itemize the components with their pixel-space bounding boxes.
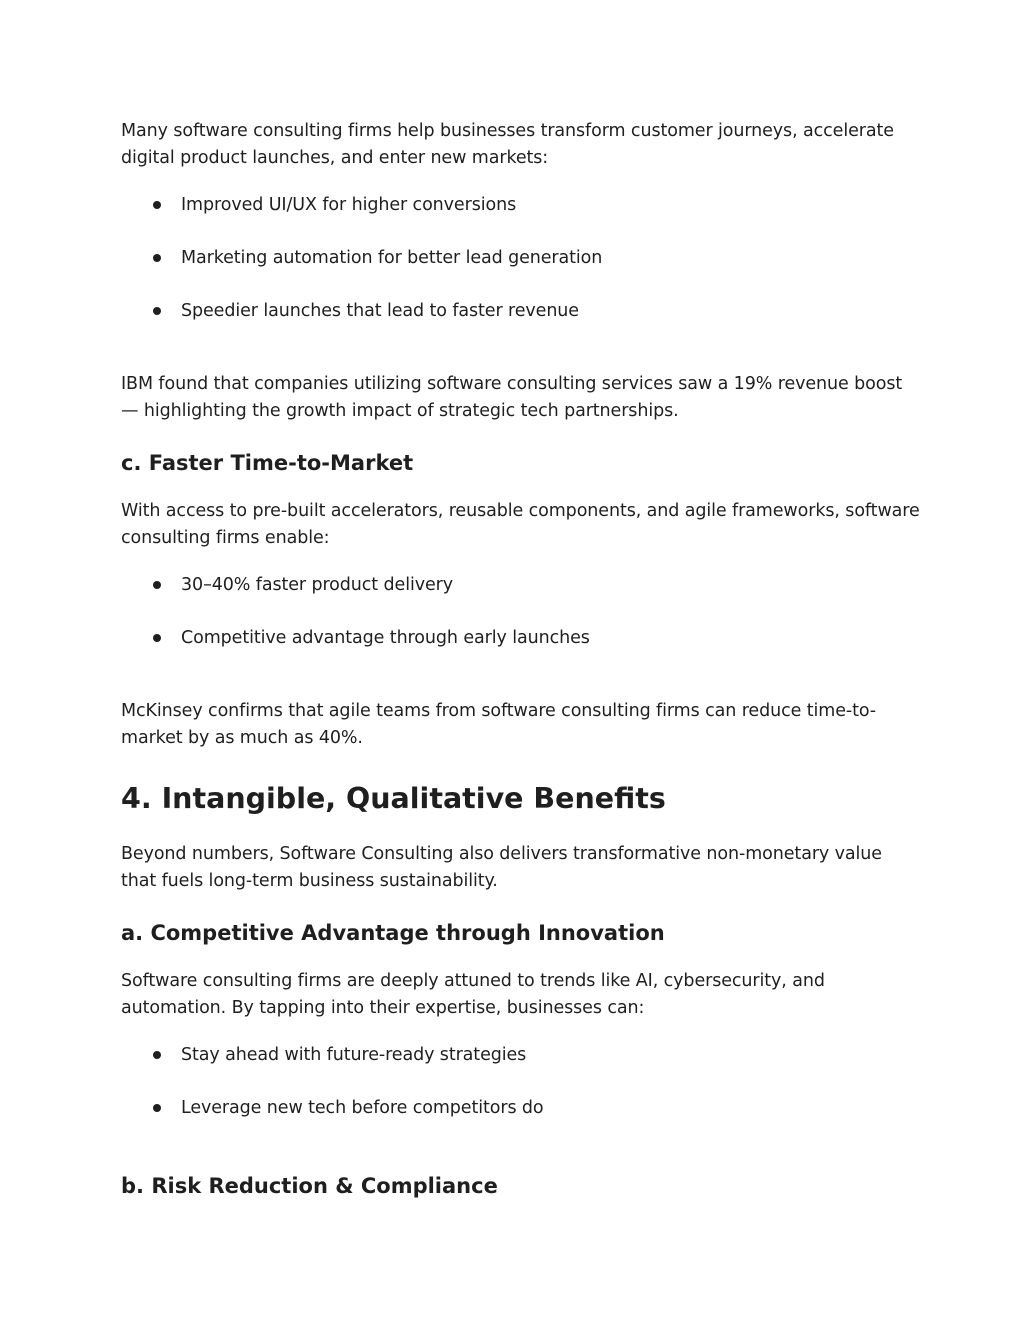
list-item-text: Improved UI/UX for higher conversions: [181, 195, 517, 215]
list-item: [121, 192, 921, 218]
list-item-text: Competitive advantage through early launches: [181, 628, 590, 648]
ibm-stat-paragraph: IBM found that companies utilizing software consulting services saw a 19% revenue boost — highlighting the growth impact of strategic tech partnerships.: [121, 374, 903, 421]
bullet-icon: [153, 1051, 161, 1059]
bullet-icon: [153, 307, 161, 315]
intro-bullet-list: [121, 192, 921, 324]
bullet-icon: [153, 201, 161, 209]
list-item: [121, 1095, 921, 1121]
bullet-icon: [153, 634, 161, 642]
list-item-text: 30–40% faster product delivery: [181, 575, 454, 595]
risk-reduction-heading: b. Risk Reduction & Compliance: [121, 1174, 498, 1198]
list-item: [121, 298, 921, 324]
bullet-icon: [153, 1104, 161, 1112]
list-item: [121, 572, 921, 598]
list-item-text: Speedier launches that lead to faster revenue: [181, 301, 579, 321]
document-page: [121, 118, 921, 1200]
list-item-text: Marketing automation for better lead generation: [181, 248, 603, 268]
section-4-heading: 4. Intangible, Qualitative Benefits: [121, 782, 666, 815]
time-to-market-paragraph: With access to pre-built accelerators, reusable components, and agile frameworks, software consulting firms enable:: [121, 501, 920, 548]
mckinsey-stat-paragraph: McKinsey confirms that agile teams from software consulting firms can reduce time-to-market by as much as 40%.: [121, 701, 876, 748]
list-item-text: Leverage new tech before competitors do: [181, 1098, 544, 1118]
list-item: [121, 625, 921, 651]
bullet-icon: [153, 581, 161, 589]
list-item-text: Stay ahead with future-ready strategies: [181, 1045, 527, 1065]
time-to-market-bullet-list: [121, 572, 921, 651]
section-4-paragraph: Beyond numbers, Software Consulting also delivers transformative non-monetary value that fuels long-term business sustainability.: [121, 844, 882, 891]
time-to-market-heading: c. Faster Time-to-Market: [121, 451, 414, 475]
bullet-icon: [153, 254, 161, 262]
competitive-advantage-heading: a. Competitive Advantage through Innovation: [121, 921, 665, 945]
competitive-advantage-paragraph: Software consulting firms are deeply attuned to trends like AI, cybersecurity, and automation. By tapping into their expertise, businesses can:: [121, 971, 825, 1018]
list-item: [121, 1042, 921, 1068]
list-item: [121, 245, 921, 271]
competitive-advantage-bullet-list: [121, 1042, 921, 1121]
intro-paragraph: Many software consulting firms help businesses transform customer journeys, accelerate digital product launches, and enter new markets:: [121, 121, 894, 168]
